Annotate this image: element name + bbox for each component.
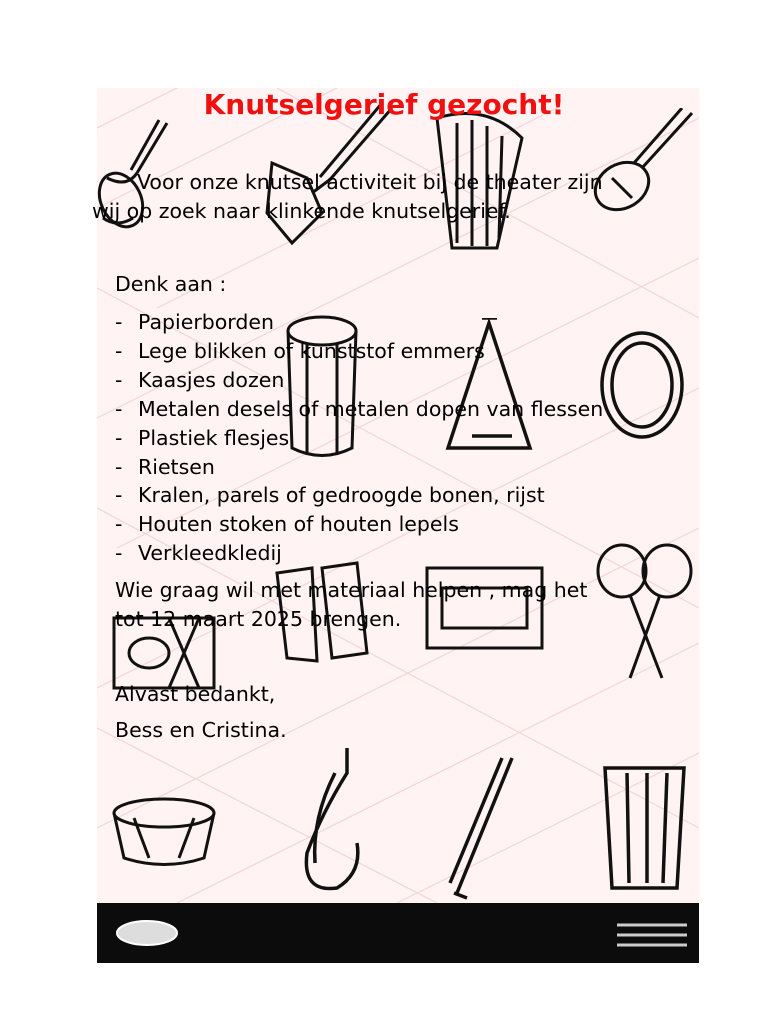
thanks-text: Alvast bedankt,	[115, 682, 276, 706]
closing-text	[115, 576, 587, 634]
list-item-label: Rietsen	[138, 454, 215, 479]
bullet: -	[115, 512, 123, 537]
bullet: -	[115, 425, 123, 450]
list-item	[115, 424, 603, 453]
saxophone-icon	[287, 743, 377, 903]
list-item-label: Kaasjes dozen	[138, 367, 285, 392]
drum-icon	[597, 753, 692, 898]
list-item	[115, 395, 603, 424]
list-item-label: Plastiek flesjes	[138, 425, 290, 450]
closing-line: Wie graag wil met materiaal helpen , mag het	[115, 578, 588, 602]
drum-icon	[109, 783, 224, 873]
signature: Bess en Cristina.	[115, 718, 287, 742]
tambourine-icon	[592, 323, 692, 448]
item-list	[115, 308, 603, 568]
list-heading: Denk aan :	[115, 272, 227, 296]
intro-text	[92, 168, 603, 226]
maracas-icon	[592, 543, 697, 683]
stage-light-icon	[612, 913, 692, 953]
list-item-label: Verkleedkledij	[138, 541, 282, 566]
stage-light-icon	[112, 913, 182, 953]
page-title: Knutselgerief gezocht!	[203, 88, 565, 121]
list-item-label: Houten stoken of houten lepels	[138, 512, 459, 537]
bullet: -	[115, 454, 123, 479]
clarinet-icon	[442, 753, 522, 903]
list-item	[115, 481, 603, 510]
list-item	[115, 337, 603, 366]
bullet: -	[115, 396, 123, 421]
list-item-label: Kralen, parels of gedroogde bonen, rijst	[138, 483, 545, 508]
bullet: -	[115, 483, 123, 508]
list-item	[115, 453, 603, 482]
closing-line: tot 12 maart 2025 brengen.	[115, 607, 402, 631]
stage-floor	[97, 903, 699, 963]
list-item	[115, 539, 603, 568]
bullet: -	[115, 310, 123, 334]
list-item	[115, 510, 603, 539]
list-item-label: Metalen desels of metalen dopen van flessen	[138, 396, 604, 421]
bullet: -	[115, 367, 123, 392]
intro-line: wij op zoek naar klinkende knutselgerief.	[92, 199, 511, 223]
list-item	[115, 366, 603, 395]
bullet: -	[115, 338, 123, 363]
bullet: -	[115, 541, 123, 566]
list-item-label: Lege blikken of kunststof emmers	[138, 338, 485, 363]
intro-line: Voor onze knutsel activiteit bij de theater zijn	[137, 170, 603, 194]
list-item-label: Papierborden	[138, 310, 274, 334]
list-item	[115, 308, 603, 337]
